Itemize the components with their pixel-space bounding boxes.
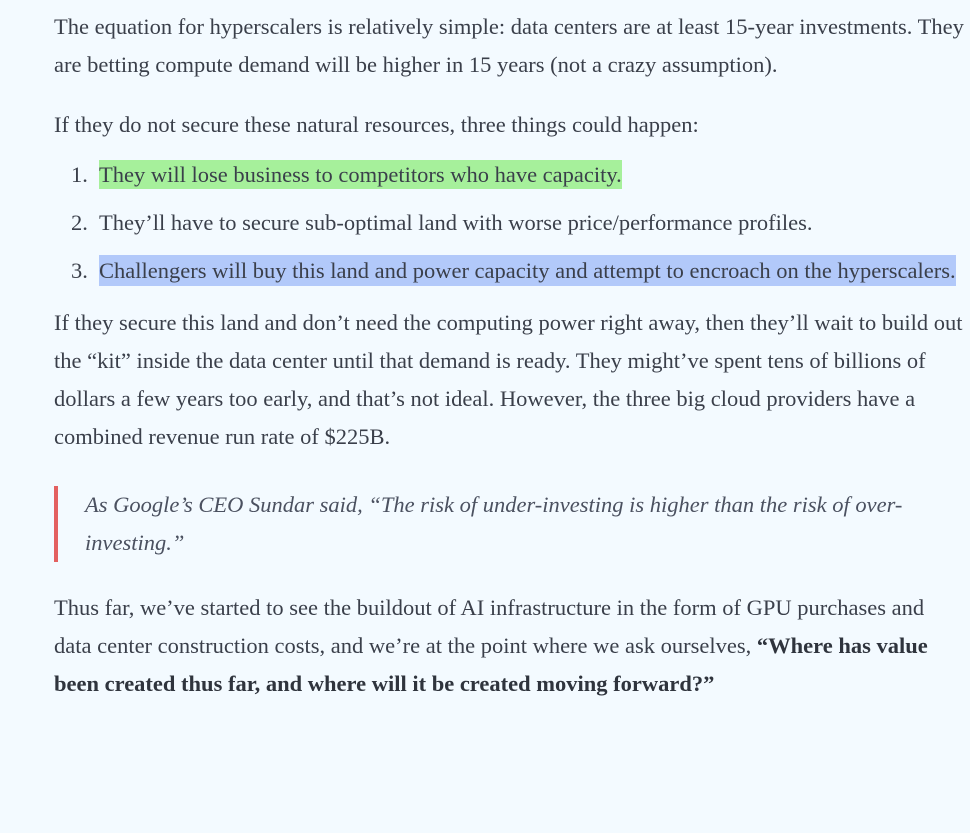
paragraph-text: Thus far, we’ve started to see the buildout of AI infrastructure in the form of GPU purchases and data center construction costs, and we’re at the point where we ask ourselves, (54, 595, 925, 658)
list-item (71, 156, 966, 194)
paragraph: If they secure this land and don’t need the computing power right away, then they’ll wait to build out the “kit” inside the data center until that demand is ready. They might’ve spent tens of billions of dollars a few years too early, and that’s not ideal. However, the three big cloud providers have a combined revenue run rate of $225B. (54, 310, 963, 449)
list-number: 2. (71, 210, 88, 235)
bold-question: “Where has value been created thus far, and where will it be created moving forward?” (54, 633, 928, 696)
paragraph: The equation for hyperscalers is relatively simple: data centers are at least 15-year investments. They are betting compute demand will be higher in 15 years (not a crazy assumption). (54, 14, 964, 77)
list-number: 1. (71, 162, 88, 187)
article-body (54, 8, 966, 703)
highlighted-text[interactable]: They will lose business to competitors who have capacity. (99, 162, 622, 187)
blockquote (54, 486, 966, 562)
list-text: They’ll have to secure sub-optimal land with worse price/performance profiles. (99, 210, 813, 235)
highlighted-text[interactable]: Challengers will buy this land and power capacity and attempt to encroach on the hyperscalers. (99, 255, 956, 286)
list-item (71, 252, 966, 290)
ordered-list (54, 156, 966, 290)
list-number: 3. (71, 258, 88, 283)
paragraph: If they do not secure these natural resources, three things could happen: (54, 112, 699, 137)
quote-text: As Google’s CEO Sundar said, “The risk of under-investing is higher than the risk of over-investing.” (85, 492, 903, 555)
paragraph (54, 589, 966, 703)
list-item (71, 204, 966, 242)
